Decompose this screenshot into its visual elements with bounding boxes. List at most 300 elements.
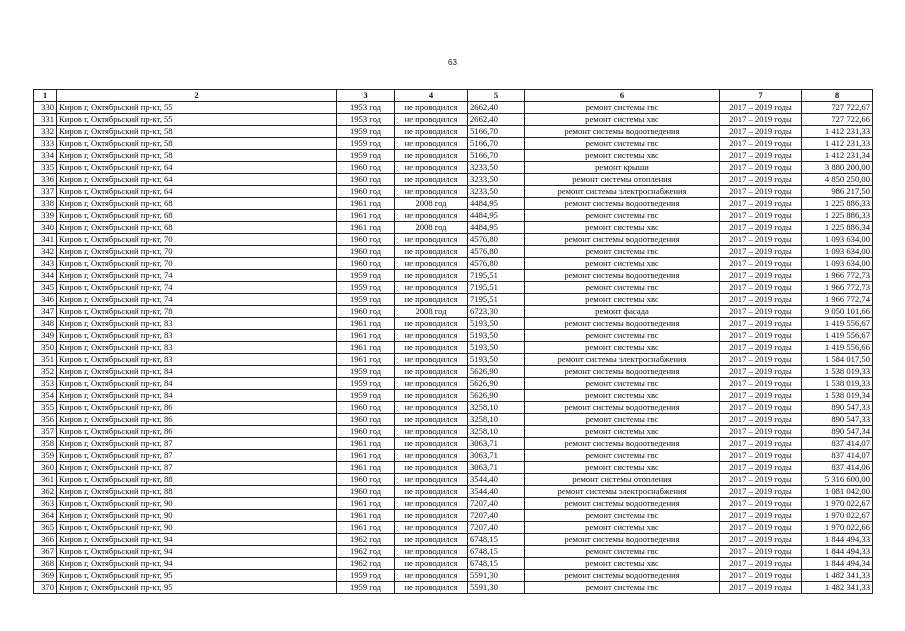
last-repair-year-cell: не проводился [395,102,468,114]
area-cell: 7195,51 [468,294,525,306]
repair-type-cell: ремонт системы гвс [525,414,720,426]
repair-type-cell: ремонт крыши [525,162,720,174]
area-cell: 2662,40 [468,114,525,126]
address-cell: Киров г, Октябрьский пр-кт, 84 [57,390,337,402]
build-year-cell: 1960 год [337,486,395,498]
address-cell: Киров г, Октябрьский пр-кт, 83 [57,330,337,342]
period-cell: 2017 – 2019 годы [720,270,802,282]
build-year-cell: 1960 год [337,306,395,318]
address-cell: Киров г, Октябрьский пр-кт, 94 [57,546,337,558]
table-row [34,462,873,474]
period-cell: 2017 – 2019 годы [720,366,802,378]
cost-cell: 890 547,34 [802,426,873,438]
cost-cell: 837 414,07 [802,450,873,462]
period-cell: 2017 – 2019 годы [720,570,802,582]
table-body [34,90,873,594]
row-number-cell: 368 [34,558,57,570]
row-number-cell: 364 [34,510,57,522]
row-number-cell: 361 [34,474,57,486]
table-row [34,450,873,462]
last-repair-year-cell: не проводился [395,486,468,498]
period-cell: 2017 – 2019 годы [720,462,802,474]
last-repair-year-cell: не проводился [395,522,468,534]
table-row [34,114,873,126]
period-cell: 2017 – 2019 годы [720,102,802,114]
cost-cell: 890 547,33 [802,414,873,426]
row-number-cell: 356 [34,414,57,426]
row-number-cell: 362 [34,486,57,498]
row-number-cell: 358 [34,438,57,450]
row-number-cell: 345 [34,282,57,294]
table-row [34,522,873,534]
cost-cell: 1 970 022,66 [802,522,873,534]
area-cell: 3258,10 [468,426,525,438]
build-year-cell: 1961 год [337,498,395,510]
area-cell: 5166,70 [468,126,525,138]
repair-type-cell: ремонт системы хвс [525,150,720,162]
row-number-cell: 334 [34,150,57,162]
address-cell: Киров г, Октябрьский пр-кт, 64 [57,162,337,174]
address-cell: Киров г, Октябрьский пр-кт, 95 [57,570,337,582]
last-repair-year-cell: не проводился [395,330,468,342]
repair-type-cell: ремонт системы хвс [525,462,720,474]
cost-cell: 1 970 022,67 [802,498,873,510]
repair-type-cell: ремонт системы водоотведения [525,570,720,582]
last-repair-year-cell: не проводился [395,558,468,570]
repair-type-cell: ремонт системы гвс [525,246,720,258]
cost-cell: 1 412 231,34 [802,150,873,162]
last-repair-year-cell: не проводился [395,282,468,294]
row-number-cell: 367 [34,546,57,558]
row-number-cell: 332 [34,126,57,138]
last-repair-year-cell: не проводился [395,582,468,594]
build-year-cell: 1960 год [337,474,395,486]
address-cell: Киров г, Октябрьский пр-кт, 58 [57,138,337,150]
table-row [34,498,873,510]
last-repair-year-cell: не проводился [395,162,468,174]
address-cell: Киров г, Октябрьский пр-кт, 68 [57,222,337,234]
period-cell: 2017 – 2019 годы [720,162,802,174]
build-year-cell: 1959 год [337,150,395,162]
last-repair-year-cell: не проводился [395,534,468,546]
address-cell: Киров г, Октябрьский пр-кт, 87 [57,438,337,450]
address-cell: Киров г, Октябрьский пр-кт, 70 [57,258,337,270]
address-cell: Киров г, Октябрьский пр-кт, 94 [57,558,337,570]
row-number-cell: 350 [34,342,57,354]
area-cell: 5193,50 [468,342,525,354]
table-row [34,222,873,234]
repair-type-cell: ремонт системы гвс [525,102,720,114]
last-repair-year-cell: не проводился [395,186,468,198]
cost-cell: 3 880 200,00 [802,162,873,174]
last-repair-year-cell: не проводился [395,498,468,510]
address-cell: Киров г, Октябрьский пр-кт, 83 [57,318,337,330]
repair-type-cell: ремонт системы хвс [525,294,720,306]
repair-type-cell: ремонт системы гвс [525,282,720,294]
cost-cell: 1 970 022,67 [802,510,873,522]
repair-type-cell: ремонт системы водоотведения [525,318,720,330]
area-cell: 3063,71 [468,462,525,474]
build-year-cell: 1959 год [337,390,395,402]
area-cell: 6748,15 [468,558,525,570]
build-year-cell: 1961 год [337,342,395,354]
period-cell: 2017 – 2019 годы [720,174,802,186]
area-cell: 4484,95 [468,210,525,222]
address-cell: Киров г, Октябрьский пр-кт, 68 [57,198,337,210]
address-cell: Киров г, Октябрьский пр-кт, 83 [57,342,337,354]
build-year-cell: 1959 год [337,126,395,138]
area-cell: 3258,10 [468,402,525,414]
build-year-cell: 1960 год [337,258,395,270]
build-year-cell: 1959 год [337,270,395,282]
cost-cell: 1 081 042,00 [802,486,873,498]
repair-type-cell: ремонт системы гвс [525,450,720,462]
address-cell: Киров г, Октябрьский пр-кт, 78 [57,306,337,318]
build-year-cell: 1961 год [337,354,395,366]
cost-cell: 1 844 494,34 [802,558,873,570]
row-number-cell: 353 [34,378,57,390]
cost-cell: 1 419 556,67 [802,330,873,342]
last-repair-year-cell: не проводился [395,474,468,486]
period-cell: 2017 – 2019 годы [720,138,802,150]
period-cell: 2017 – 2019 годы [720,450,802,462]
address-cell: Киров г, Октябрьский пр-кт, 64 [57,186,337,198]
build-year-cell: 1961 год [337,210,395,222]
address-cell: Киров г, Октябрьский пр-кт, 87 [57,450,337,462]
build-year-cell: 1961 год [337,522,395,534]
cost-cell: 1 225 886,33 [802,198,873,210]
address-cell: Киров г, Октябрьский пр-кт, 83 [57,354,337,366]
cost-cell: 4 850 250,00 [802,174,873,186]
period-cell: 2017 – 2019 годы [720,342,802,354]
last-repair-year-cell: 2008 год [395,198,468,210]
header-cell: 7 [720,90,802,102]
build-year-cell: 1961 год [337,510,395,522]
period-cell: 2017 – 2019 годы [720,294,802,306]
table-row [34,150,873,162]
build-year-cell: 1962 год [337,546,395,558]
address-cell: Киров г, Октябрьский пр-кт, 86 [57,402,337,414]
row-number-cell: 347 [34,306,57,318]
repair-type-cell: ремонт системы хвс [525,522,720,534]
last-repair-year-cell: не проводился [395,570,468,582]
last-repair-year-cell: не проводился [395,402,468,414]
address-cell: Киров г, Октябрьский пр-кт, 58 [57,126,337,138]
cost-cell: 1 482 341,33 [802,570,873,582]
build-year-cell: 1960 год [337,186,395,198]
address-cell: Киров г, Октябрьский пр-кт, 70 [57,234,337,246]
repair-type-cell: ремонт системы водоотведения [525,270,720,282]
row-number-cell: 338 [34,198,57,210]
last-repair-year-cell: не проводился [395,510,468,522]
table-row [34,474,873,486]
table-row [34,198,873,210]
address-cell: Киров г, Октябрьский пр-кт, 58 [57,150,337,162]
period-cell: 2017 – 2019 годы [720,258,802,270]
period-cell: 2017 – 2019 годы [720,234,802,246]
row-number-cell: 346 [34,294,57,306]
area-cell: 6748,15 [468,534,525,546]
table-row [34,426,873,438]
row-number-cell: 337 [34,186,57,198]
period-cell: 2017 – 2019 годы [720,198,802,210]
period-cell: 2017 – 2019 годы [720,582,802,594]
address-cell: Киров г, Октябрьский пр-кт, 87 [57,462,337,474]
cost-cell: 1 584 017,50 [802,354,873,366]
build-year-cell: 1953 год [337,114,395,126]
last-repair-year-cell: не проводился [395,246,468,258]
last-repair-year-cell: не проводился [395,378,468,390]
period-cell: 2017 – 2019 годы [720,486,802,498]
period-cell: 2017 – 2019 годы [720,378,802,390]
build-year-cell: 1961 год [337,330,395,342]
last-repair-year-cell: не проводился [395,366,468,378]
cost-cell: 1 225 886,34 [802,222,873,234]
last-repair-year-cell: 2008 год [395,222,468,234]
last-repair-year-cell: не проводился [395,450,468,462]
last-repair-year-cell: не проводился [395,258,468,270]
row-number-cell: 339 [34,210,57,222]
repair-type-cell: ремонт системы хвс [525,114,720,126]
area-cell: 3063,71 [468,450,525,462]
table-row [34,294,873,306]
header-cell: 4 [395,90,468,102]
repair-type-cell: ремонт системы хвс [525,390,720,402]
repair-type-cell: ремонт системы гвс [525,210,720,222]
row-number-cell: 340 [34,222,57,234]
repair-type-cell: ремонт системы водоотведения [525,198,720,210]
row-number-cell: 344 [34,270,57,282]
last-repair-year-cell: не проводился [395,150,468,162]
address-cell: Киров г, Октябрьский пр-кт, 88 [57,474,337,486]
area-cell: 5626,90 [468,390,525,402]
address-cell: Киров г, Октябрьский пр-кт, 88 [57,486,337,498]
period-cell: 2017 – 2019 годы [720,318,802,330]
area-cell: 3233,50 [468,186,525,198]
last-repair-year-cell: не проводился [395,462,468,474]
period-cell: 2017 – 2019 годы [720,558,802,570]
table-row [34,534,873,546]
cost-cell: 890 547,33 [802,402,873,414]
table-row [34,102,873,114]
build-year-cell: 1959 год [337,282,395,294]
repair-type-cell: ремонт системы гвс [525,330,720,342]
row-number-cell: 366 [34,534,57,546]
row-number-cell: 333 [34,138,57,150]
address-cell: Киров г, Октябрьский пр-кт, 86 [57,426,337,438]
row-number-cell: 369 [34,570,57,582]
table-row [34,378,873,390]
last-repair-year-cell: не проводился [395,318,468,330]
build-year-cell: 1962 год [337,558,395,570]
build-year-cell: 1962 год [337,534,395,546]
header-cell: 8 [802,90,873,102]
repair-type-cell: ремонт системы гвс [525,582,720,594]
cost-cell: 837 414,07 [802,438,873,450]
address-cell: Киров г, Октябрьский пр-кт, 90 [57,498,337,510]
table-row [34,342,873,354]
build-year-cell: 1961 год [337,450,395,462]
cost-cell: 727 722,66 [802,114,873,126]
period-cell: 2017 – 2019 годы [720,522,802,534]
area-cell: 4576,80 [468,234,525,246]
table-row [34,138,873,150]
table-header-row [34,90,873,102]
table-row [34,186,873,198]
period-cell: 2017 – 2019 годы [720,414,802,426]
cost-cell: 1 844 494,33 [802,546,873,558]
table-row [34,486,873,498]
area-cell: 4484,95 [468,222,525,234]
address-cell: Киров г, Октябрьский пр-кт, 74 [57,282,337,294]
table-row [34,414,873,426]
table-row [34,270,873,282]
cost-cell: 1 419 556,66 [802,342,873,354]
area-cell: 7207,40 [468,522,525,534]
period-cell: 2017 – 2019 годы [720,222,802,234]
table-row [34,234,873,246]
page-number: 63 [448,58,457,67]
area-cell: 6748,15 [468,546,525,558]
build-year-cell: 1961 год [337,222,395,234]
address-cell: Киров г, Октябрьский пр-кт, 94 [57,534,337,546]
area-cell: 4576,80 [468,246,525,258]
repair-type-cell: ремонт системы водоотведения [525,366,720,378]
period-cell: 2017 – 2019 годы [720,534,802,546]
area-cell: 3544,40 [468,486,525,498]
repair-type-cell: ремонт системы водоотведения [525,438,720,450]
period-cell: 2017 – 2019 годы [720,246,802,258]
period-cell: 2017 – 2019 годы [720,390,802,402]
row-number-cell: 355 [34,402,57,414]
cost-cell: 1 093 634,00 [802,258,873,270]
table-row [34,546,873,558]
cost-cell: 837 414,06 [802,462,873,474]
period-cell: 2017 – 2019 годы [720,150,802,162]
address-cell: Киров г, Октябрьский пр-кт, 86 [57,414,337,426]
area-cell: 3544,40 [468,474,525,486]
period-cell: 2017 – 2019 годы [720,306,802,318]
build-year-cell: 1960 год [337,234,395,246]
table-row [34,438,873,450]
last-repair-year-cell: не проводился [395,174,468,186]
area-cell: 5591,30 [468,570,525,582]
last-repair-year-cell: не проводился [395,126,468,138]
repair-type-cell: ремонт системы водоотведения [525,234,720,246]
repair-schedule-table [33,89,873,594]
header-cell: 6 [525,90,720,102]
repair-type-cell: ремонт системы гвс [525,138,720,150]
period-cell: 2017 – 2019 годы [720,426,802,438]
build-year-cell: 1961 год [337,318,395,330]
table-row [34,366,873,378]
period-cell: 2017 – 2019 годы [720,330,802,342]
row-number-cell: 363 [34,498,57,510]
period-cell: 2017 – 2019 годы [720,474,802,486]
repair-type-cell: ремонт системы отопления [525,174,720,186]
repair-type-cell: ремонт системы электроснабжения [525,486,720,498]
period-cell: 2017 – 2019 годы [720,282,802,294]
row-number-cell: 365 [34,522,57,534]
table-row [34,246,873,258]
header-cell: 5 [468,90,525,102]
row-number-cell: 351 [34,354,57,366]
area-cell: 6723,30 [468,306,525,318]
cost-cell: 1 419 556,67 [802,318,873,330]
address-cell: Киров г, Октябрьский пр-кт, 90 [57,510,337,522]
repair-type-cell: ремонт системы водоотведения [525,402,720,414]
address-cell: Киров г, Октябрьский пр-кт, 95 [57,582,337,594]
build-year-cell: 1960 год [337,414,395,426]
row-number-cell: 360 [34,462,57,474]
header-cell: 1 [34,90,57,102]
repair-type-cell: ремонт системы гвс [525,546,720,558]
table-row [34,402,873,414]
table-row [34,306,873,318]
table-row [34,162,873,174]
cost-cell: 1 538 019,34 [802,390,873,402]
area-cell: 3233,50 [468,162,525,174]
row-number-cell: 335 [34,162,57,174]
repair-type-cell: ремонт системы водоотведения [525,498,720,510]
cost-cell: 1 844 494,33 [802,534,873,546]
last-repair-year-cell: 2008 год [395,306,468,318]
table-row [34,510,873,522]
area-cell: 5193,50 [468,330,525,342]
row-number-cell: 357 [34,426,57,438]
row-number-cell: 359 [34,450,57,462]
area-cell: 5626,90 [468,366,525,378]
repair-type-cell: ремонт системы водоотведения [525,126,720,138]
build-year-cell: 1959 год [337,366,395,378]
build-year-cell: 1959 год [337,138,395,150]
repair-type-cell: ремонт системы водоотведения [525,534,720,546]
table-row [34,390,873,402]
period-cell: 2017 – 2019 годы [720,438,802,450]
address-cell: Киров г, Октябрьский пр-кт, 68 [57,210,337,222]
build-year-cell: 1960 год [337,162,395,174]
build-year-cell: 1960 год [337,246,395,258]
cost-cell: 1 412 231,33 [802,138,873,150]
repair-type-cell: ремонт системы хвс [525,426,720,438]
period-cell: 2017 – 2019 годы [720,498,802,510]
build-year-cell: 1960 год [337,174,395,186]
address-cell: Киров г, Октябрьский пр-кт, 64 [57,174,337,186]
table-row [34,282,873,294]
last-repair-year-cell: не проводился [395,342,468,354]
period-cell: 2017 – 2019 годы [720,510,802,522]
row-number-cell: 348 [34,318,57,330]
last-repair-year-cell: не проводился [395,294,468,306]
last-repair-year-cell: не проводился [395,210,468,222]
repair-type-cell: ремонт системы хвс [525,342,720,354]
address-cell: Киров г, Октябрьский пр-кт, 55 [57,102,337,114]
period-cell: 2017 – 2019 годы [720,546,802,558]
row-number-cell: 349 [34,330,57,342]
build-year-cell: 1960 год [337,426,395,438]
table-row [34,570,873,582]
period-cell: 2017 – 2019 годы [720,354,802,366]
area-cell: 7207,40 [468,498,525,510]
period-cell: 2017 – 2019 годы [720,114,802,126]
period-cell: 2017 – 2019 годы [720,210,802,222]
table-row [34,558,873,570]
period-cell: 2017 – 2019 годы [720,402,802,414]
area-cell: 3258,10 [468,414,525,426]
address-cell: Киров г, Октябрьский пр-кт, 74 [57,270,337,282]
last-repair-year-cell: не проводился [395,414,468,426]
row-number-cell: 352 [34,366,57,378]
